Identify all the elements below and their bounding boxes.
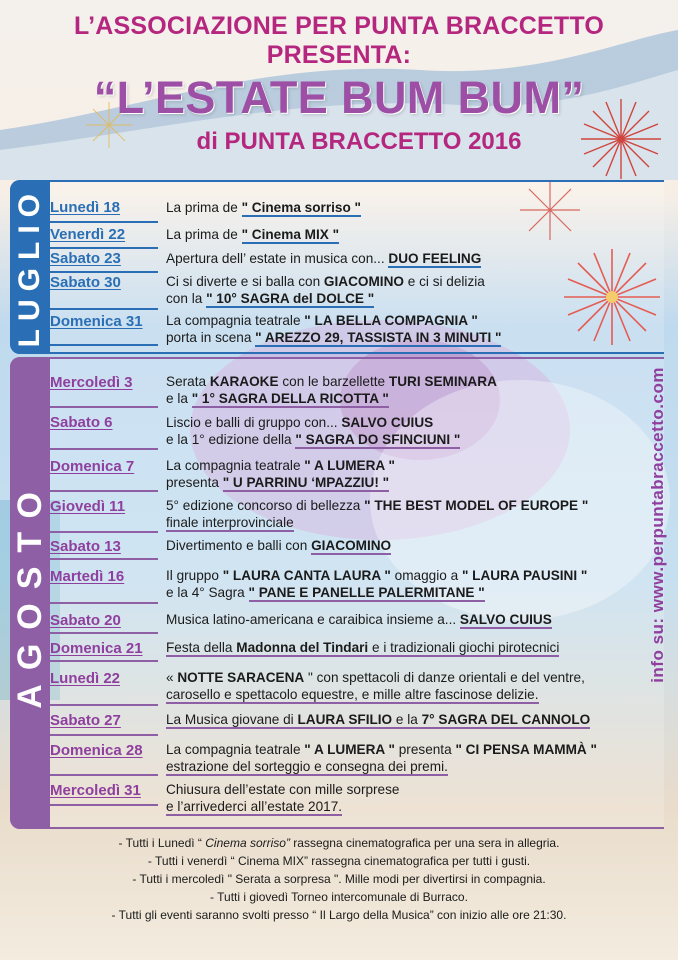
day-divider	[50, 344, 158, 346]
event-day: Mercoledì 3	[50, 374, 133, 391]
event-text: La compagnia teatrale " A LUMERA " presenta " U PARRINU ‘MPAZZIU! "	[166, 458, 395, 490]
day-divider	[50, 704, 158, 706]
event-day: Sabato 27	[50, 712, 121, 729]
event-day: Giovedì 11	[50, 498, 126, 515]
event-text: « NOTTE SARACENA " con spettacoli di danze orientali e del ventre, carosello e spettacolo equestre, e mille altre fascinose delizie.	[166, 670, 585, 702]
event-text: Musica latino-americana e caraibica insieme a... SALVO CUIUS	[166, 612, 552, 627]
event-day: Domenica 28	[50, 742, 143, 759]
event-text: La prima de " Cinema MIX "	[166, 227, 340, 242]
month-tab-luglio	[10, 180, 50, 354]
day-divider	[50, 271, 158, 273]
day-divider	[50, 632, 158, 634]
event-text: Liscio e balli di gruppo con... SALVO CUIUS e la 1° edizione della " SAGRA DO SFINCIUNI "	[166, 415, 461, 447]
month-tab-agosto	[10, 357, 50, 829]
event-text: La prima de " Cinema sorriso "	[166, 200, 361, 215]
footer-line: - Tutti gli eventi saranno svolti presso “ Il Largo della Musica” con inizio alle ore 21:30.	[111, 908, 567, 922]
event-day: Venerdì 22	[50, 226, 126, 243]
event-day: Domenica 21	[50, 640, 143, 657]
day-divider	[50, 247, 158, 249]
footer-line: - Tutti i venerdì “ Cinema MIX” rassegna cinematografica per tutti i gusti.	[147, 854, 531, 868]
event-day: Lunedì 22	[50, 670, 121, 687]
event-day: Lunedì 18	[50, 199, 121, 216]
event-day: Sabato 23	[50, 250, 121, 267]
event-text: Il gruppo " LAURA CANTA LAURA " omaggio a " LAURA PAUSINI " e la 4° Sagra " PANE E PANELLE PALERMITANE "	[166, 568, 588, 600]
event-day: Martedì 16	[50, 568, 125, 585]
event-text: La compagnia teatrale " A LUMERA " presenta " CI PENSA MAMMÀ " estrazione del sorteggio e consegna dei premi.	[166, 742, 597, 774]
month-label-luglio: LUGLIO	[13, 186, 46, 348]
footer-line: - Tutti i giovedì Torneo intercomunale di Burraco.	[210, 890, 468, 904]
day-divider	[50, 660, 158, 662]
event-text: Serata KARAOKE con le barzellette TURI SEMINARA e la " 1° SAGRA DELLA RICOTTA "	[166, 374, 497, 406]
month-label-agosto: AGOSTO	[10, 477, 49, 709]
day-divider	[50, 734, 158, 736]
day-divider	[50, 221, 158, 223]
day-divider	[50, 774, 158, 776]
poster-subtitle: di PUNTA BRACCETTO 2016	[196, 128, 522, 155]
poster-title: “L’ESTATE BUM BUM”	[93, 72, 585, 123]
event-text: Apertura dell’ estate in musica con... DUO FEELING	[166, 251, 482, 266]
footer-notes	[0, 834, 678, 924]
website-text: info su: www.perpuntabraccetto.com	[648, 367, 667, 683]
event-day: Sabato 13	[50, 538, 121, 555]
presenter-line: L’ASSOCIAZIONE PER PUNTA BRACCETTO PRESENTA:	[74, 12, 604, 69]
event-day: Domenica 31	[50, 313, 143, 330]
day-divider	[50, 308, 158, 310]
day-divider	[50, 558, 158, 560]
day-divider	[50, 531, 158, 533]
day-divider	[50, 804, 158, 806]
event-day: Sabato 20	[50, 612, 121, 629]
event-day: Sabato 30	[50, 274, 121, 291]
day-divider	[50, 490, 158, 492]
event-day: Mercoledì 31	[50, 782, 141, 799]
event-text: Ci si diverte e si balla con GIACOMINO e ci si delizia con la " 10° SAGRA del DOLCE "	[166, 274, 485, 306]
day-divider	[50, 602, 158, 604]
event-day: Sabato 6	[50, 414, 113, 431]
footer-line: - Tutti i Lunedì “ Cinema sorriso” rassegna cinematografica per una sera in allegria.	[118, 836, 560, 850]
event-text: 5° edizione concorso di bellezza " THE BEST MODEL OF EUROPE " finale interprovinciale	[166, 498, 589, 530]
event-text: La Musica giovane di LAURA SFILIO e la 7° SAGRA DEL CANNOLO	[166, 712, 591, 727]
day-divider	[50, 406, 158, 408]
day-divider	[50, 448, 158, 450]
event-text: Chiusura dell’estate con mille sorprese e l’arrivederci all’estate 2017.	[166, 782, 400, 814]
footer-line: - Tutti i mercoledì " Serata a sorpresa ". Mille modi per divertirsi in compagnia.	[132, 872, 546, 886]
event-text: Festa della Madonna del Tindari e i tradizionali giochi pirotecnici	[166, 640, 560, 655]
event-text: La compagnia teatrale " LA BELLA COMPAGNIA " porta in scena " AREZZO 29, TASSISTA IN 3 MINUTI "	[166, 313, 502, 345]
event-day: Domenica 7	[50, 458, 135, 475]
event-text: Divertimento e balli con GIACOMINO	[166, 538, 392, 553]
